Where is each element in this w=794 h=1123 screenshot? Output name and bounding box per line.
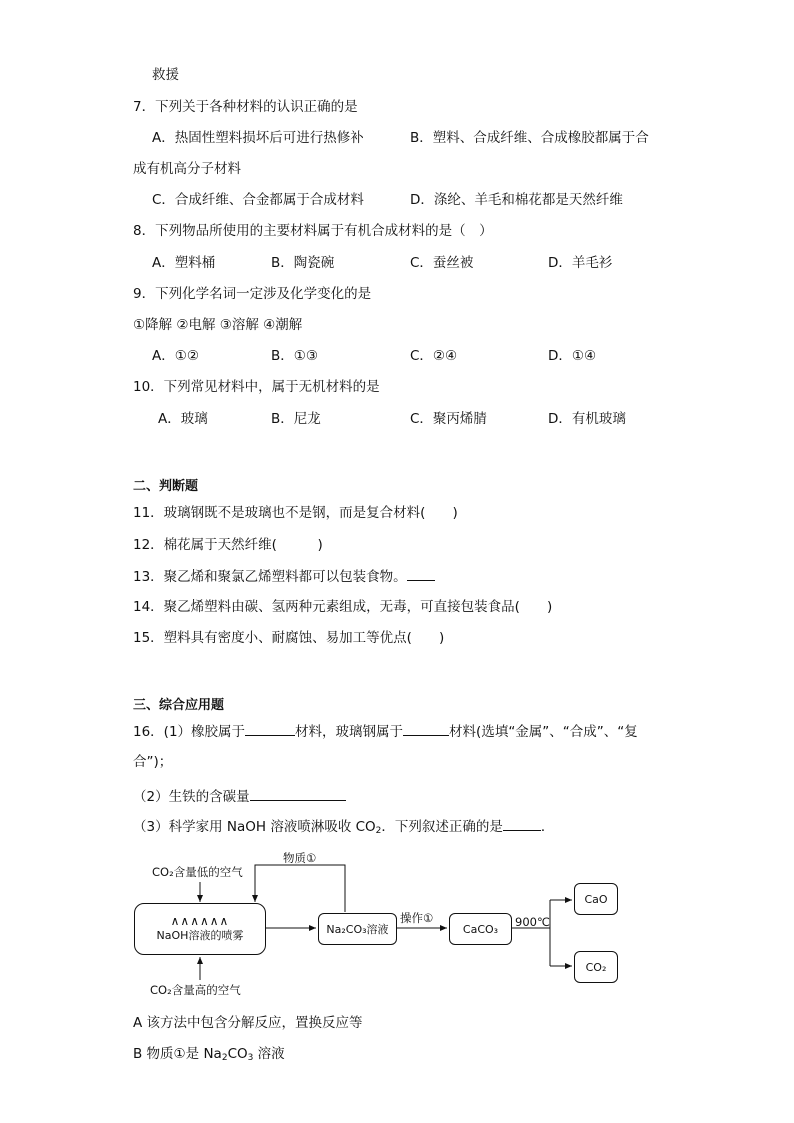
q8-option-c: C．蚕丝被	[410, 255, 474, 271]
q7-option-b-cont: 成有机高分子材料	[133, 161, 241, 177]
q16-option-b	[133, 1044, 285, 1068]
label-low-co2-air: CO₂含量低的空气	[152, 865, 243, 879]
section-3-title: 三、综合应用题	[133, 698, 225, 713]
q16-option-b-text-a: B 物质①是 Na	[133, 1046, 222, 1062]
spray-box	[134, 903, 266, 955]
q8-option-b: B．陶瓷碗	[271, 255, 335, 271]
na2co3-box: Na₂CO₃溶液	[318, 913, 397, 945]
q16-part3-text-c: ．	[540, 819, 555, 835]
q10-option-d: D．有机玻璃	[548, 411, 626, 427]
label-material-1: 物质①	[283, 851, 317, 865]
q9-option-b: B．①③	[271, 348, 318, 364]
q16-option-b-sub1: 2	[221, 1053, 228, 1063]
q7-option-c: C．合成纤维、合金都属于合成材料	[152, 192, 364, 208]
mist-symbol: ∧∧∧∧∧∧	[170, 914, 230, 928]
caco3-box: CaCO₃	[449, 913, 512, 945]
q8-option-d: D．羊毛衫	[548, 255, 613, 271]
q14: 14．聚乙烯塑料由碳、氢两种元素组成，无毒，可直接包装食品( )	[133, 599, 553, 615]
q16-part3-text-a: （3）科学家用 NaOH 溶液喷淋吸收 CO	[133, 819, 376, 835]
label-operation-1: 操作①	[400, 911, 434, 925]
continuation-text: 救援	[152, 67, 179, 83]
q12: 12．棉花属于天然纤维( )	[133, 537, 323, 553]
q10-stem: 10．下列常见材料中，属于无机材料的是	[133, 379, 380, 395]
q15: 15．塑料具有密度小、耐腐蚀、易加工等优点( )	[133, 630, 445, 646]
q16-part1-text-c: 材料(选填“金属”、“合成”、“复	[449, 724, 638, 740]
label-temperature: 900℃	[515, 915, 550, 929]
q9-stem: 9．下列化学名词一定涉及化学变化的是	[133, 286, 372, 302]
q9-option-c: C．②④	[410, 348, 458, 364]
q13-text: 13．聚乙烯和聚氯乙烯塑料都可以包装食物。	[133, 569, 407, 585]
q16-option-a: A 该方法中包含分解反应，置换反应等	[133, 1015, 363, 1031]
q9-items: ①降解 ②电解 ③溶解 ④潮解	[133, 317, 303, 333]
q16-option-b-text-b: CO	[227, 1046, 248, 1062]
q10-option-a: A．玻璃	[158, 411, 208, 427]
q9-option-d: D．①④	[548, 348, 597, 364]
q8-option-a: A．塑料桶	[152, 255, 216, 271]
cao-box: CaO	[574, 883, 618, 915]
q7-option-d: D．涤纶、羊毛和棉花都是天然纤维	[410, 192, 623, 208]
q7-stem: 7．下列关于各种材料的认识正确的是	[133, 99, 358, 115]
q16-option-b-sub2: 3	[247, 1053, 254, 1063]
q7-option-a: A．热固性塑料损坏后可进行热修补	[152, 130, 364, 146]
q10-option-c: C．聚丙烯腈	[410, 411, 487, 427]
label-high-co2-air: CO₂含量高的空气	[150, 983, 241, 997]
q7-option-b: B．塑料、合成纤维、合成橡胶都属于合	[410, 130, 649, 146]
q9-option-a: A．①②	[152, 348, 199, 364]
q8-stem: 8．下列物品所使用的主要材料属于有机合成材料的是（ ）	[133, 223, 493, 239]
q16-part1-text-a: 16．(1）橡胶属于	[133, 724, 246, 740]
q16-part1-text-b: 材料，玻璃钢属于	[295, 724, 404, 740]
arrow-material1-loop	[255, 865, 345, 912]
q16-part1-cont: 合”)；	[133, 754, 173, 770]
co2-box: CO₂	[574, 951, 618, 983]
section-2-title: 二、判断题	[133, 479, 199, 494]
q10-option-b: B．尼龙	[271, 411, 321, 427]
q16-part3-sub: 2	[375, 826, 382, 836]
spray-label: NaOH溶液的喷雾	[156, 929, 244, 942]
q16-part3-text-b: ．下列叙述正确的是	[381, 819, 503, 835]
q16-part2-text: （2）生铁的含碳量	[133, 789, 250, 805]
q11: 11．玻璃钢既不是玻璃也不是钢，而是复合材料( )	[133, 505, 458, 521]
q16-option-b-text-c: 溶液	[253, 1046, 285, 1062]
